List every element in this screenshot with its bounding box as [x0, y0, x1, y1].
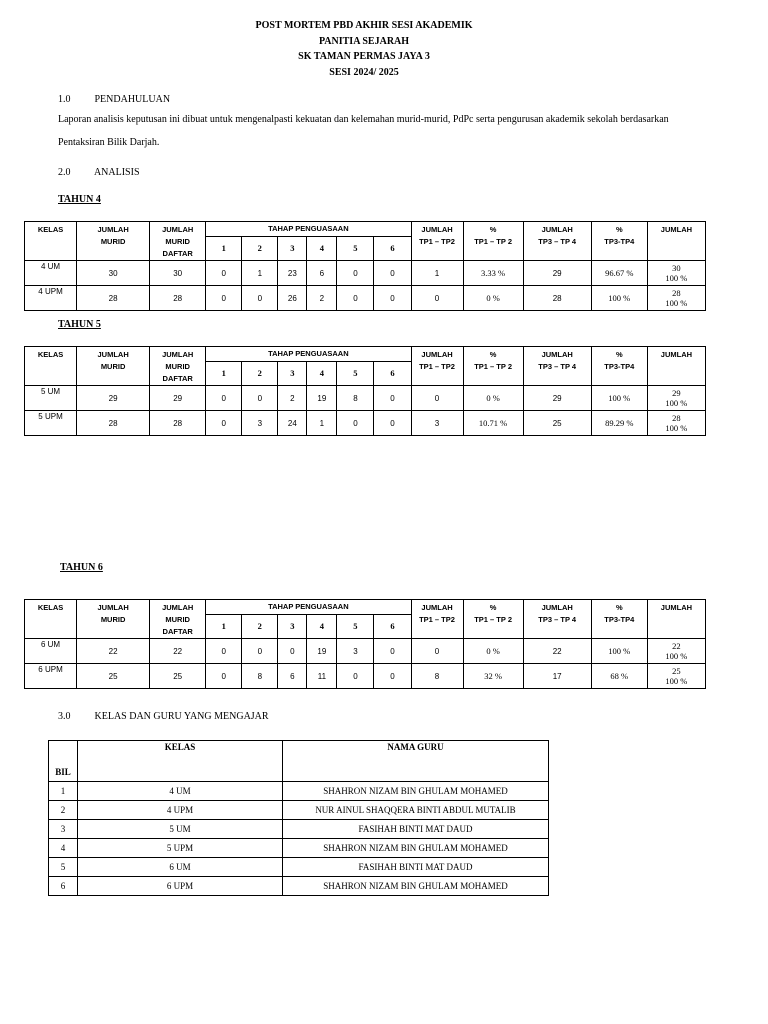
header-line: JUMLAH: [97, 603, 129, 612]
cell-bil: 1: [49, 782, 78, 801]
section-title: KELAS DAN GURU YANG MENGAJAR: [94, 711, 269, 722]
header-line: JUMLAH: [162, 225, 194, 234]
cell-kelas: 4 UPM: [78, 801, 283, 820]
cell-jumlah-line: 100 %: [665, 298, 688, 308]
cell-tp-4: 11: [307, 664, 337, 689]
cell-tp-2: 1: [242, 261, 278, 286]
teacher-row: [49, 858, 549, 877]
cell-nama-guru: SHAHRON NIZAM BIN GHULAM MOHAMED: [283, 782, 549, 801]
cell-tp-1: 0: [206, 639, 242, 664]
cell-tp-1: 0: [206, 261, 242, 286]
cell-jumlah-line: 25: [672, 666, 681, 676]
section-title: ANALISIS: [93, 167, 140, 178]
cell-nama-guru: SHAHRON NIZAM BIN GHULAM MOHAMED: [283, 839, 549, 858]
cell-jumlah: [647, 664, 705, 689]
section-number: 1.0: [58, 94, 71, 105]
cell-tp-6: 0: [374, 261, 411, 286]
title-line-2: PANITIA SEJARAH: [318, 35, 410, 47]
col-pct-tp34-header: [591, 222, 647, 261]
cell-jumlah-murid: 25: [77, 664, 150, 689]
cell-kelas: 6 UM: [78, 858, 283, 877]
col-tahap-penguasaan-header: TAHAP PENGUASAAN: [206, 600, 411, 615]
tahun4-label: TAHUN 4: [58, 194, 101, 205]
title-line-4: SESI 2024/ 2025: [329, 66, 399, 78]
cell-jumlah-tp34: 22: [523, 639, 591, 664]
cell-tp-2: 0: [242, 386, 278, 411]
col-level-2-header: 2: [242, 614, 278, 638]
col-level-3-header: 3: [278, 361, 307, 385]
col-level-4-header: 4: [307, 361, 337, 385]
header-line: TP1 – TP2: [419, 237, 455, 246]
col-level-2-header: 2: [242, 236, 278, 260]
cell-jumlah: [647, 286, 705, 311]
col-jumlah-murid-header: [77, 600, 150, 639]
cell-bil: 2: [49, 801, 78, 820]
cell-jumlah: [647, 386, 705, 411]
section-number: 3.0: [58, 711, 71, 722]
cell-tp-6: 0: [374, 639, 411, 664]
header-line: JUMLAH: [162, 350, 194, 359]
cell-tp-4: 19: [307, 386, 337, 411]
header-line: JUMLAH: [421, 225, 453, 234]
cell-tp-1: 0: [206, 664, 242, 689]
table-row: [25, 286, 706, 311]
cell-tp-3: 2: [278, 386, 307, 411]
cell-pct-tp12: 32 %: [463, 664, 523, 689]
cell-pct-tp12: 10.71 %: [463, 411, 523, 436]
cell-jumlah-tp12: 8: [411, 664, 463, 689]
cell-jumlah-murid: 29: [77, 386, 150, 411]
col-level-4-header: 4: [307, 236, 337, 260]
cell-jumlah-tp34: 28: [523, 286, 591, 311]
cell-jumlah-murid: 22: [77, 639, 150, 664]
header-line: TP3-TP4: [604, 615, 635, 624]
col-level-1-header: 1: [206, 361, 242, 385]
title-line-1: POST MORTEM PBD AKHIR SESI AKADEMIK: [255, 20, 473, 31]
col-level-6-header: 6: [374, 361, 411, 385]
table-row: [25, 411, 706, 436]
col-jumlah-tp12-header: [411, 600, 463, 639]
col-guru-header: NAMA GURU: [283, 741, 549, 782]
cell-murid-daftar: 29: [150, 386, 206, 411]
cell-jumlah-tp12: 0: [411, 639, 463, 664]
header-line: TP3 – TP 4: [538, 362, 577, 371]
header-line: %: [615, 225, 623, 234]
header-line: TP3-TP4: [604, 237, 635, 246]
cell-kelas: 5 UM: [25, 386, 77, 411]
header-line: MURID: [100, 237, 126, 246]
col-level-5-header: 5: [337, 361, 374, 385]
header-line: TP1 – TP 2: [474, 362, 512, 371]
teacher-row: [49, 839, 549, 858]
cell-tp-5: 0: [337, 664, 374, 689]
header-line: JUMLAH: [97, 350, 129, 359]
cell-kelas: 4 UM: [78, 782, 283, 801]
header-line: %: [489, 350, 497, 359]
cell-jumlah-tp34: 17: [523, 664, 591, 689]
cell-jumlah-line: 28: [672, 288, 681, 298]
header-line: TP1 – TP 2: [474, 237, 512, 246]
header-line: JUMLAH: [541, 350, 573, 359]
cell-kelas: 4 UPM: [25, 286, 77, 311]
table-row: [25, 386, 706, 411]
cell-jumlah-tp12: 0: [411, 286, 463, 311]
cell-jumlah-tp12: 3: [411, 411, 463, 436]
cell-murid-daftar: 22: [150, 639, 206, 664]
header-line: TP1 – TP2: [419, 615, 455, 624]
col-kelas-header: KELAS: [25, 222, 77, 261]
header-line: MURID: [165, 362, 190, 371]
cell-jumlah-line: 28: [672, 413, 681, 423]
tahun6-table: [24, 599, 706, 689]
header-line: MURID: [100, 362, 126, 371]
cell-kelas: 6 UPM: [25, 664, 77, 689]
cell-tp-3: 24: [278, 411, 307, 436]
cell-tp-1: 0: [206, 386, 242, 411]
section-number: 2.0: [58, 167, 71, 178]
cell-tp-5: 0: [337, 286, 374, 311]
col-level-1-header: 1: [206, 614, 242, 638]
cell-tp-2: 3: [242, 411, 278, 436]
col-jumlah-tp34-header: [523, 600, 591, 639]
col-level-1-header: 1: [206, 236, 242, 260]
cell-pct-tp34: 68 %: [591, 664, 647, 689]
col-jumlah-murid-header: [77, 222, 150, 261]
header-line: TP3 – TP 4: [538, 615, 577, 624]
cell-jumlah-line: 100 %: [665, 273, 688, 283]
cell-tp-2: 0: [242, 639, 278, 664]
cell-jumlah-line: 100 %: [665, 651, 688, 661]
col-pct-tp12-header: [463, 347, 523, 386]
table-header-row: [25, 600, 706, 615]
teacher-row: [49, 820, 549, 839]
cell-jumlah-tp12: 1: [411, 261, 463, 286]
cell-murid-daftar: 30: [150, 261, 206, 286]
header-line: JUMLAH: [421, 350, 453, 359]
col-jumlah-header: JUMLAH: [647, 222, 705, 261]
section-title: PENDAHULUAN: [94, 94, 171, 105]
cell-jumlah-tp34: 29: [523, 261, 591, 286]
header-line: MURID: [165, 615, 190, 624]
header-line: JUMLAH: [421, 603, 453, 612]
cell-jumlah-line: 29: [672, 388, 681, 398]
col-level-3-header: 3: [278, 614, 307, 638]
cell-murid-daftar: 25: [150, 664, 206, 689]
table-row: [25, 664, 706, 689]
header-line: JUMLAH: [541, 603, 573, 612]
cell-pct-tp12: 0 %: [463, 639, 523, 664]
cell-tp-5: 3: [337, 639, 374, 664]
cell-tp-6: 0: [374, 411, 411, 436]
cell-jumlah-tp12: 0: [411, 386, 463, 411]
header-line: MURID: [100, 615, 126, 624]
header-line: TP3-TP4: [604, 362, 635, 371]
col-jumlah-tp34-header: [523, 347, 591, 386]
header-line: JUMLAH: [162, 603, 194, 612]
header-line: %: [615, 350, 623, 359]
header-line: JUMLAH: [97, 225, 129, 234]
col-murid-daftar-header: [150, 222, 206, 261]
cell-pct-tp34: 89.29 %: [591, 411, 647, 436]
cell-pct-tp12: 0 %: [463, 386, 523, 411]
cell-jumlah-line: 100 %: [665, 398, 688, 408]
tahun5-label: TAHUN 5: [58, 319, 101, 330]
col-pct-tp12-header: [463, 600, 523, 639]
cell-pct-tp34: 100 %: [591, 639, 647, 664]
col-level-6-header: 6: [374, 614, 411, 638]
col-level-5-header: 5: [337, 236, 374, 260]
cell-jumlah-murid: 28: [77, 411, 150, 436]
cell-nama-guru: FASIHAH BINTI MAT DAUD: [283, 858, 549, 877]
header-line: TP1 – TP 2: [474, 615, 512, 624]
col-pct-tp34-header: [591, 600, 647, 639]
col-level-4-header: 4: [307, 614, 337, 638]
cell-kelas: 6 UPM: [78, 877, 283, 896]
col-jumlah-tp12-header: [411, 347, 463, 386]
cell-pct-tp12: 0 %: [463, 286, 523, 311]
cell-tp-5: 8: [337, 386, 374, 411]
cell-kelas: 5 UPM: [25, 411, 77, 436]
cell-tp-6: 0: [374, 664, 411, 689]
cell-nama-guru: NUR AINUL SHAQQERA BINTI ABDUL MUTALIB: [283, 801, 549, 820]
cell-jumlah-tp34: 29: [523, 386, 591, 411]
cell-tp-3: 0: [278, 639, 307, 664]
cell-jumlah-line: 100 %: [665, 423, 688, 433]
col-jumlah-header: JUMLAH: [647, 347, 705, 386]
teachers-header-row: [49, 741, 549, 782]
section-teachers-heading: [58, 711, 269, 722]
cell-pct-tp34: 96.67 %: [591, 261, 647, 286]
cell-bil: 3: [49, 820, 78, 839]
col-jumlah-tp34-header: [523, 222, 591, 261]
header-line: TP1 – TP2: [419, 362, 455, 371]
cell-tp-3: 6: [278, 664, 307, 689]
col-level-5-header: 5: [337, 614, 374, 638]
col-kelas-header: KELAS: [78, 741, 283, 782]
header-line: MURID: [165, 237, 190, 246]
cell-tp-1: 0: [206, 411, 242, 436]
cell-jumlah: [647, 261, 705, 286]
cell-jumlah-murid: 28: [77, 286, 150, 311]
cell-tp-2: 8: [242, 664, 278, 689]
cell-tp-6: 0: [374, 286, 411, 311]
cell-kelas: 5 UM: [78, 820, 283, 839]
cell-tp-5: 0: [337, 411, 374, 436]
tahun6-label: TAHUN 6: [60, 562, 103, 573]
cell-nama-guru: SHAHRON NIZAM BIN GHULAM MOHAMED: [283, 877, 549, 896]
tahun5-table: [24, 346, 706, 436]
cell-tp-4: 19: [307, 639, 337, 664]
header-line: DAFTAR: [162, 627, 193, 636]
cell-jumlah-line: 100 %: [665, 676, 688, 686]
section-analysis-heading: [58, 167, 140, 178]
cell-tp-2: 0: [242, 286, 278, 311]
col-tahap-penguasaan-header: TAHAP PENGUASAAN: [206, 222, 411, 237]
intro-paragraph: Laporan analisis keputusan ini dibuat untuk mengenalpasti kekuatan dan kelemahan murid-murid, PdPc serta pengurusan akademik sekolah berdasarkan Pentaksiran Bilik Darjah.: [58, 114, 669, 148]
cell-tp-6: 0: [374, 386, 411, 411]
cell-pct-tp34: 100 %: [591, 286, 647, 311]
cell-murid-daftar: 28: [150, 286, 206, 311]
cell-tp-4: 1: [307, 411, 337, 436]
col-murid-daftar-header: [150, 347, 206, 386]
header-line: TP3 – TP 4: [538, 237, 577, 246]
cell-tp-5: 0: [337, 261, 374, 286]
cell-kelas: 4 UM: [25, 261, 77, 286]
cell-tp-4: 2: [307, 286, 337, 311]
cell-bil: 6: [49, 877, 78, 896]
col-jumlah-murid-header: [77, 347, 150, 386]
table-row: [25, 261, 706, 286]
table-row: [25, 639, 706, 664]
col-bil-header: BIL: [49, 741, 78, 782]
teacher-row: [49, 782, 549, 801]
cell-pct-tp12: 3.33 %: [463, 261, 523, 286]
title-line-3: SK TAMAN PERMAS JAYA 3: [298, 51, 430, 62]
cell-tp-4: 6: [307, 261, 337, 286]
cell-jumlah-line: 22: [672, 641, 681, 651]
col-level-3-header: 3: [278, 236, 307, 260]
cell-tp-3: 23: [278, 261, 307, 286]
col-murid-daftar-header: [150, 600, 206, 639]
cell-jumlah: [647, 411, 705, 436]
teachers-table: [48, 740, 549, 896]
document-title: [0, 18, 728, 80]
header-line: %: [489, 225, 497, 234]
teacher-row: [49, 877, 549, 896]
cell-kelas: 6 UM: [25, 639, 77, 664]
cell-jumlah-murid: 30: [77, 261, 150, 286]
col-level-6-header: 6: [374, 236, 411, 260]
cell-jumlah-tp34: 25: [523, 411, 591, 436]
cell-nama-guru: FASIHAH BINTI MAT DAUD: [283, 820, 549, 839]
table-header-row: [25, 222, 706, 237]
col-jumlah-tp12-header: [411, 222, 463, 261]
cell-kelas: 5 UPM: [78, 839, 283, 858]
table-header-row: [25, 347, 706, 362]
tahun4-table: [24, 221, 706, 311]
section-intro-heading: [58, 94, 170, 105]
cell-jumlah: [647, 639, 705, 664]
cell-tp-1: 0: [206, 286, 242, 311]
header-line: JUMLAH: [541, 225, 573, 234]
col-jumlah-header: JUMLAH: [647, 600, 705, 639]
col-kelas-header: KELAS: [25, 347, 77, 386]
cell-murid-daftar: 28: [150, 411, 206, 436]
cell-pct-tp34: 100 %: [591, 386, 647, 411]
col-pct-tp12-header: [463, 222, 523, 261]
cell-jumlah-line: 30: [672, 263, 681, 273]
teacher-row: [49, 801, 549, 820]
header-line: DAFTAR: [162, 374, 193, 383]
col-pct-tp34-header: [591, 347, 647, 386]
col-kelas-header: KELAS: [25, 600, 77, 639]
header-line: %: [489, 603, 497, 612]
cell-tp-3: 26: [278, 286, 307, 311]
header-line: DAFTAR: [162, 249, 193, 258]
col-level-2-header: 2: [242, 361, 278, 385]
cell-bil: 4: [49, 839, 78, 858]
cell-bil: 5: [49, 858, 78, 877]
col-tahap-penguasaan-header: TAHAP PENGUASAAN: [206, 347, 411, 362]
header-line: %: [615, 603, 623, 612]
